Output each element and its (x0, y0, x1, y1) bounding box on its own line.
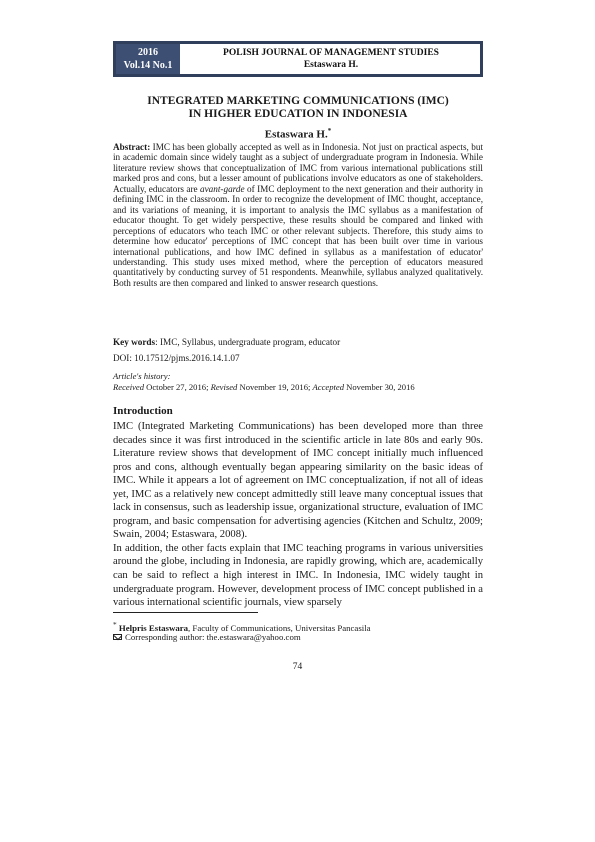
journal-box (182, 44, 480, 74)
accepted-label: Accepted (312, 382, 345, 392)
doi: DOI: 10.17512/pjms.2016.14.1.07 (113, 353, 240, 363)
header-year: 2016 (138, 47, 158, 58)
abstract-text-2: of IMC deployment to the next generation and their authority in defining IMC in the classroom. In order to recognize the development of IMC thought, acceptance, and its variations of meaning, it is important to analysis the IMC syllabus as a manifestation of educator thought. To get widely perspective, these results should be compared and linked with perceptions of educators who teach IMC or other relevant subjects. Therefore, this study aims to determine how educator' perceptions of IMC concept that has been built over time in various international publications, and how IMC defined in syllabus as a manifestation of educator' understanding. This study uses mixed method, where the perception of educators measured quantitatively by conducting survey of 51 respondents. Meanwhile, syllabus analyzed qualitatively. Both results are then compared and linked to answer research questions. (113, 183, 483, 288)
running-header (113, 41, 483, 77)
abstract-text-1: IMC has been globally accepted as well as in Indonesia. Not just on practical aspects, but in academic domain since widely taught as a subject of undergraduate program in Indonesia. While literature review shows that conceptualization of IMC from various international publications still marked pros and cons, but a lesser amount of publications involve educators as one of stakeholders. Actually, educators are (113, 142, 483, 194)
corresponding-text: Corresponding author: the.estaswara@yahoo.com (125, 632, 301, 642)
footnote-affiliation-text: , Faculty of Communications, Universitas Pancasila (188, 622, 371, 633)
author-line (113, 127, 483, 141)
title-line-1: INTEGRATED MARKETING COMMUNICATIONS (IMC) (147, 95, 449, 107)
header-author: Estaswara H. (303, 60, 359, 70)
paragraph-2: In addition, the other facts explain that IMC teaching programs in various universities around the globe, including in Indonesia, are rapidly growing, which are, academically can be said to reflect a high interest in IMC. In Indonesia, IMC widely taught in undergraduate program. However, development process of IMC concept published in a various international scientific journals, view sparsely (113, 542, 483, 609)
body-text (113, 420, 483, 610)
accepted-date: November 30, 2016 (344, 382, 415, 392)
header-volume: Vol.14 No.1 (123, 60, 173, 71)
issue-box (116, 44, 182, 74)
keywords-label: Key words (113, 337, 156, 347)
page-number: 74 (292, 662, 303, 672)
journal-name: POLISH JOURNAL OF MANAGEMENT STUDIES (223, 48, 439, 58)
abstract (113, 142, 483, 288)
section-heading: Introduction (113, 405, 173, 417)
footnote-affiliation (113, 620, 371, 633)
keywords (113, 337, 483, 347)
footnote-mark: * (113, 620, 117, 629)
history-title: Article's history: (113, 371, 171, 381)
received-label: Received (113, 382, 145, 392)
paragraph-1: IMC (Integrated Marketing Communications) has been developed more than three decades since it was first introduced in the scientific article in late 80s and early 90s. Literature review shows that development of IMC concept initially much influenced pros and cons, although eventually began appearing similarity on the basic ideas of IMC. While it appears a lot of agreement on IMC conceptualization, if not all of ideas yet, IMC as a relatively new concept admittedly still leave many conceptual issues that lack in consensus, such as leadership issue, organizational structure, evaluation of IMC program, and basic compensation for advertising agencies (Kitchen and Schultz, 2009; Swain, 2004; Estaswara, 2008). (113, 421, 483, 541)
keywords-text: : IMC, Syllabus, undergraduate program, educator (155, 337, 341, 347)
author-footnote-mark: * (327, 127, 332, 135)
article-history (113, 382, 483, 392)
footnote-name: Helpris Estaswara (118, 622, 189, 633)
received-date: October 27, 2016; (144, 382, 211, 392)
paper-title (113, 95, 483, 121)
envelope-icon (113, 634, 122, 640)
abstract-label: Abstract: (113, 142, 151, 152)
revised-label: Revised (210, 382, 238, 392)
title-line-2: IN HIGHER EDUCATION IN INDONESIA (188, 108, 408, 120)
revised-date: November 19, 2016; (237, 382, 313, 392)
abstract-italic: avant-garde (200, 183, 245, 194)
footnote-corresponding (113, 632, 301, 642)
footnote-rule (113, 612, 258, 613)
author-name: Estaswara H. (264, 128, 328, 141)
